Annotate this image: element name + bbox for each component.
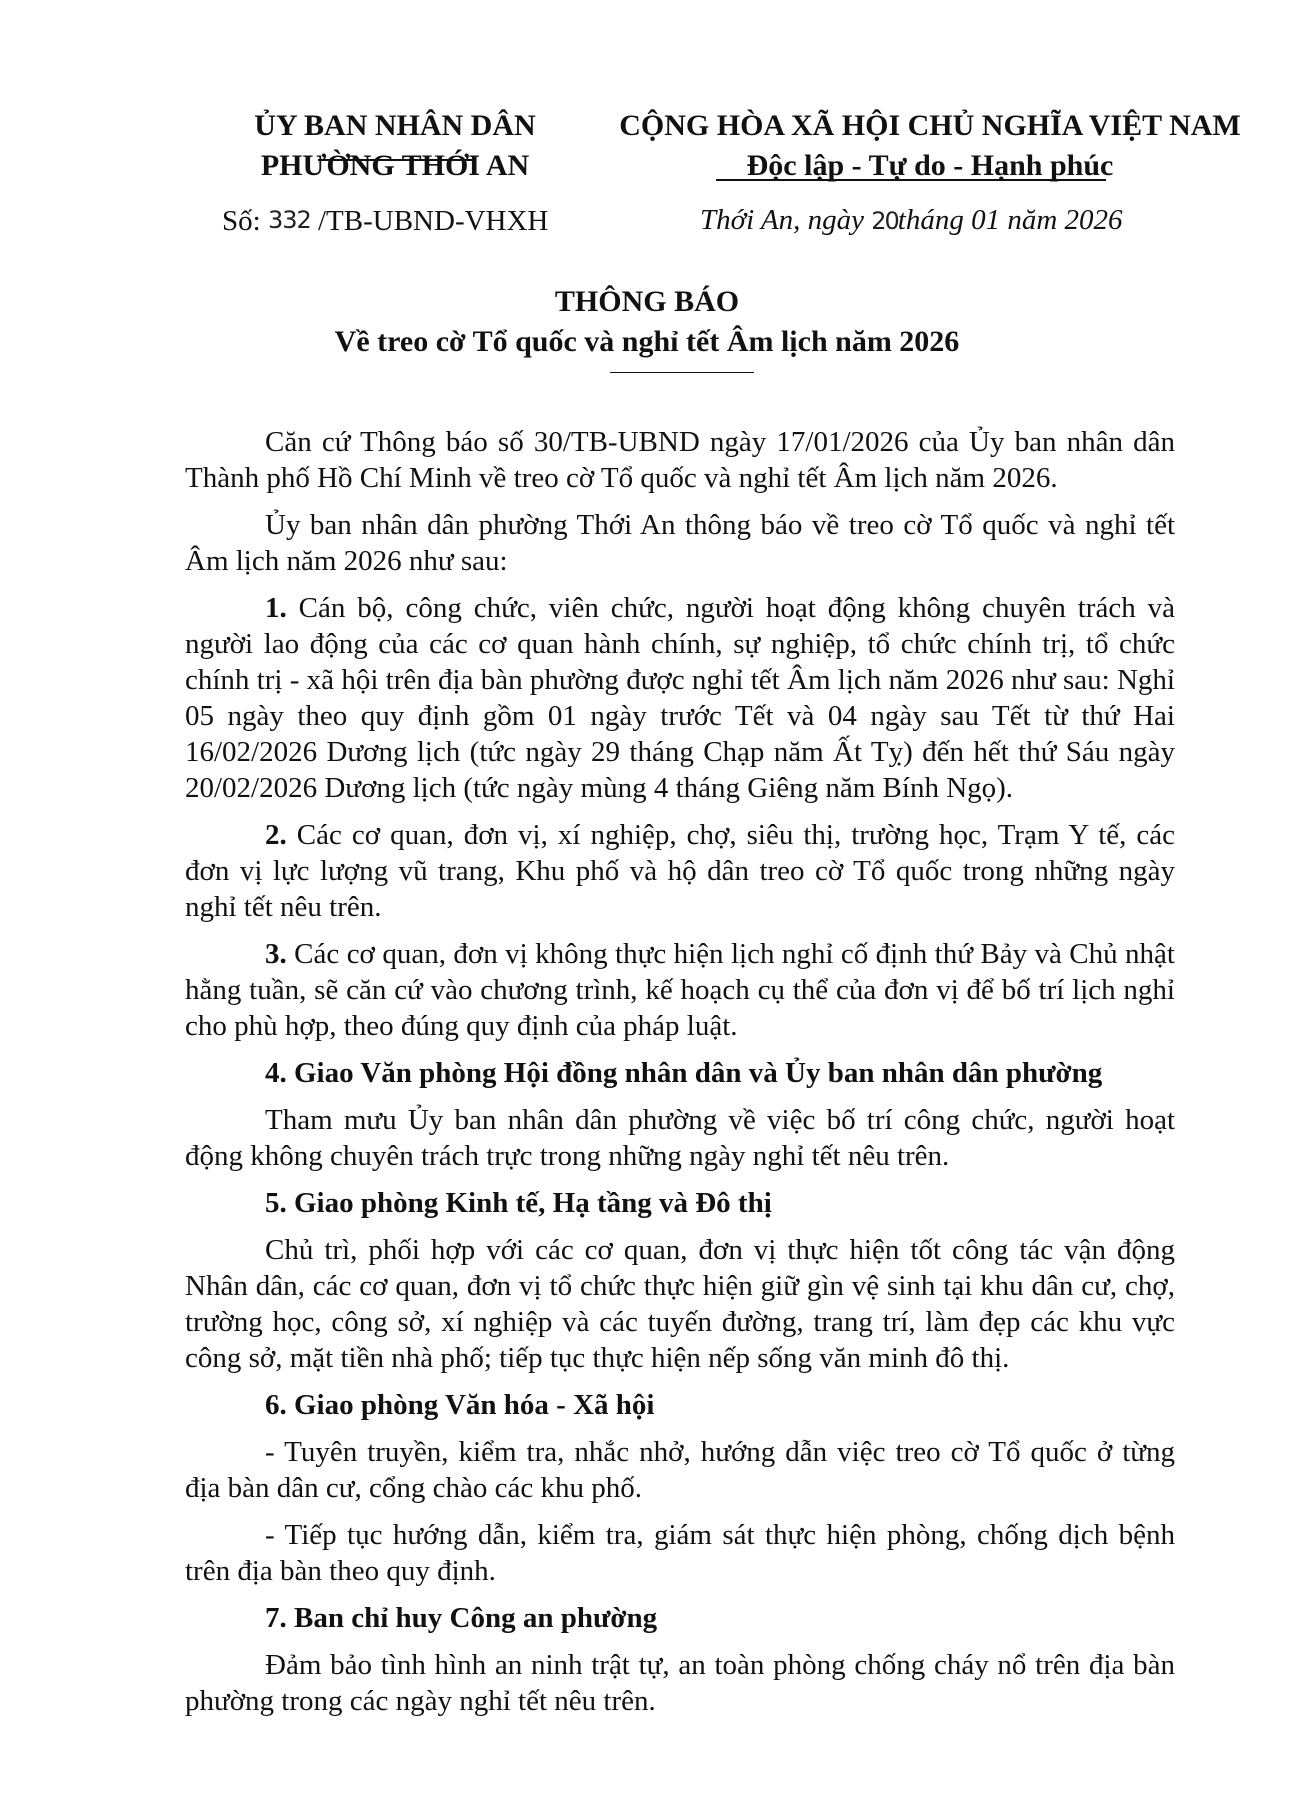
section-3-number: 3. xyxy=(265,938,287,970)
section-1-text: Cán bộ, công chức, viên chức, người hoạt động không chuyên trách và người lao động của các cơ quan hành chính, sự nghiệp, tổ chức chính trị, tổ chức chính trị - xã hội trên địa bàn phường được nghỉ tết Âm lịch năm 2026 như sau: Nghỉ 05 ngày theo quy định gồm 01 ngày trước Tết và 04 ngày sau Tết từ thứ Hai 16/02/2026 Dương lịch (tức ngày 29 tháng Chạp năm Ất Tỵ) đến hết thứ Sáu ngày 20/02/2026 Dương lịch (tức ngày mùng 4 tháng Giêng năm Bính Ngọ). xyxy=(185,592,1175,804)
section-2 xyxy=(185,817,1175,925)
section-3 xyxy=(185,936,1175,1044)
number-prefix: Số: xyxy=(222,205,268,237)
date-suffix: tháng 01 năm 2026 xyxy=(897,204,1123,236)
section-6-item-1: - Tuyên truyền, kiểm tra, nhắc nhở, hướng dẫn việc treo cờ Tổ quốc ở từng địa bàn dân cư, cổng chào các khu phố. xyxy=(185,1436,1175,1504)
section-6-item-2: - Tiếp tục hướng dẫn, kiểm tra, giám sát thực hiện phòng, chống dịch bệnh trên địa bàn theo quy định. xyxy=(185,1519,1175,1587)
section-3-text: Các cơ quan, đơn vị không thực hiện lịch nghỉ cố định thứ Bảy và Chủ nhật hằng tuần, sẽ căn cứ vào chương trình, kế hoạch cụ thể của đơn vị để bố trí lịch nghỉ cho phù hợp, theo đúng quy định của pháp luật. xyxy=(185,938,1175,1042)
authority-name: ỦY BAN NHÂN DÂN xyxy=(254,109,536,142)
section-5-text: Chủ trì, phối hợp với các cơ quan, đơn vị thực hiện tốt công tác vận động Nhân dân, các cơ quan, đơn vị tổ chức thực hiện giữ gìn vệ sinh tại khu dân cư, chợ, trường học, công sở, xí nghiệp và các tuyến đường, trang trí, làm đẹp các khu vực công sở, mặt tiền nhà phố; tiếp tục thực hiện nếp sống văn minh đô thị. xyxy=(185,1234,1175,1374)
section-2-text: Các cơ quan, đơn vị, xí nghiệp, chợ, siêu thị, trường học, Trạm Y tế, các đơn vị lực lượng vũ trang, Khu phố và hộ dân treo cờ Tổ quốc trong những ngày nghỉ tết nêu trên. xyxy=(185,819,1175,923)
country-name: CỘNG HÒA XÃ HỘI CHỦ NGHĨA VIỆT NAM xyxy=(619,109,1241,142)
motto-underline xyxy=(716,179,1106,181)
document-title: THÔNG BÁO xyxy=(554,285,740,318)
section-2-number: 2. xyxy=(265,819,287,851)
number-suffix: /TB-UBND-VHXH xyxy=(310,205,549,237)
document-number xyxy=(222,202,548,239)
handwritten-day: 20 xyxy=(871,207,898,235)
section-4-text: Tham mưu Ủy ban nhân dân phường về việc bố trí công chức, người hoạt động không chuyên trách trực trong những ngày nghỉ tết nêu trên. xyxy=(185,1104,1175,1172)
national-motto: Độc lập - Tự do - Hạnh phúc xyxy=(746,149,1114,182)
legal-basis-paragraph: Căn cứ Thông báo số 30/TB-UBND ngày 17/01/2026 của Ủy ban nhân dân Thành phố Hồ Chí Minh về treo cờ Tổ quốc và nghỉ tết Âm lịch năm 2026. xyxy=(185,426,1175,494)
document-date xyxy=(700,202,1123,239)
section-7-text: Đảm bảo tình hình an ninh trật tự, an toàn phòng chống cháy nổ trên địa bàn phường trong các ngày nghỉ tết nêu trên. xyxy=(185,1649,1175,1717)
section-1 xyxy=(185,590,1175,806)
section-1-number: 1. xyxy=(265,592,287,624)
section-6-heading: 6. Giao phòng Văn hóa - Xã hội xyxy=(265,1389,655,1421)
section-5-heading: 5. Giao phòng Kinh tế, Hạ tầng và Đô thị xyxy=(265,1187,772,1219)
title-underline xyxy=(610,372,754,373)
document-body xyxy=(185,424,1175,1730)
issuing-authority-block xyxy=(245,106,545,186)
document-subtitle: Về treo cờ Tổ quốc và nghỉ tết Âm lịch năm 2026 xyxy=(334,325,960,358)
intro-paragraph: Ủy ban nhân dân phường Thới An thông báo về treo cờ Tổ quốc và nghỉ tết Âm lịch năm 2026 như sau: xyxy=(185,509,1175,577)
date-prefix: Thới An, ngày xyxy=(700,204,872,236)
authority-underline xyxy=(318,159,472,161)
section-7-heading: 7. Ban chỉ huy Công an phường xyxy=(265,1602,658,1634)
handwritten-number: 332 xyxy=(267,206,311,234)
national-motto-block xyxy=(595,106,1265,186)
authority-ward: PHƯỜNG THỚI AN xyxy=(260,149,530,182)
section-4-heading: 4. Giao Văn phòng Hội đồng nhân dân và Ủy ban nhân dân phường xyxy=(265,1057,1103,1089)
